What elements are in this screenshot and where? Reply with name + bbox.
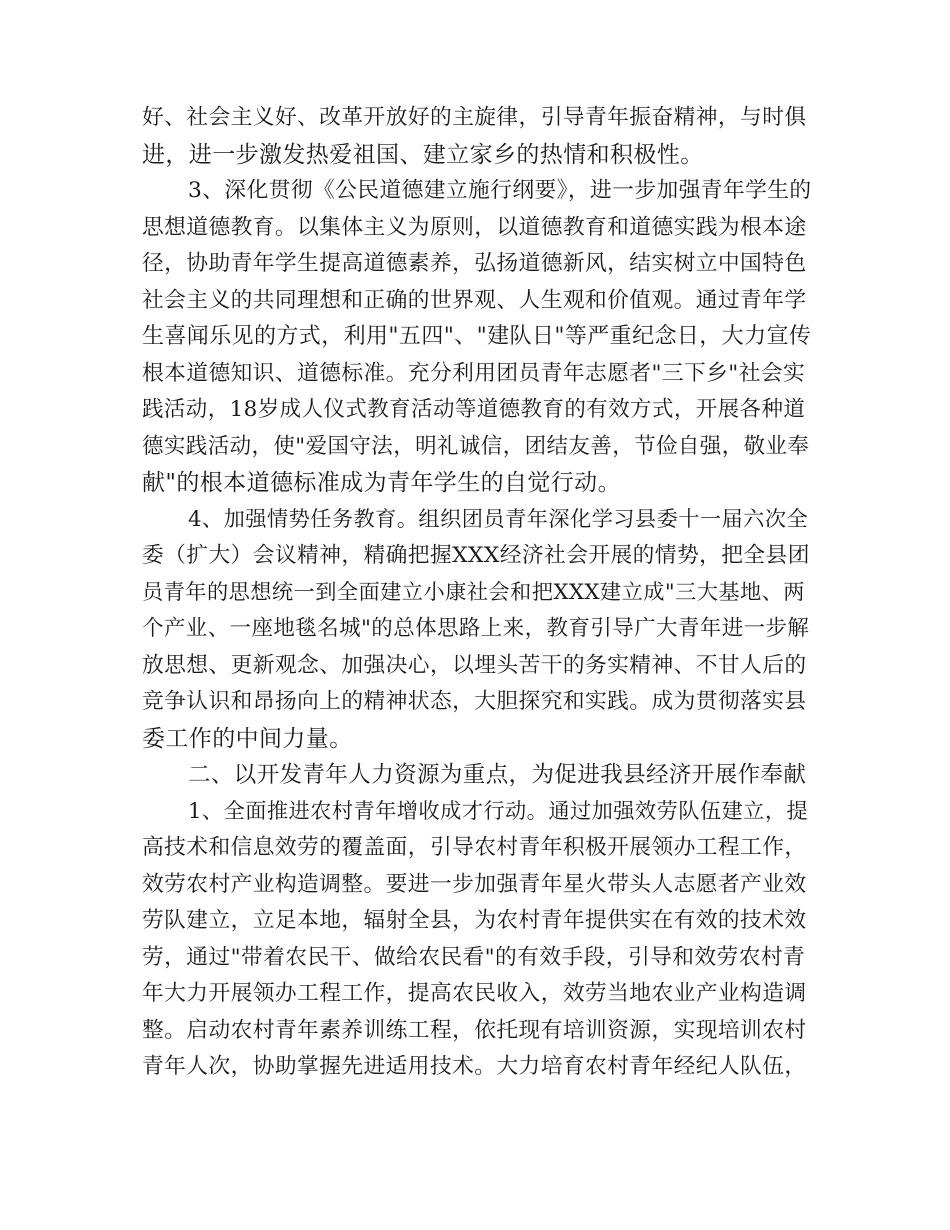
text-line: 径，协助青年学生提高道德素养，弘扬道德新风，结实树立中国特色 xyxy=(142,251,807,276)
text-line: 1、全面推进农村青年增收成才行动。通过加强效劳队伍建立，提 xyxy=(188,798,809,824)
text-line: 青年人次，协助掌握先进适用技术。大力培育农村青年经纪人队伍， xyxy=(142,1054,807,1079)
text-line: 效劳农村产业构造调整。要进一步加强青年星火带头人志愿者产业效 xyxy=(142,871,807,897)
text-line: 生喜闻乐见的方式，利用"五四"、"建队日"等严重纪念日，大力宣传 xyxy=(142,324,812,349)
text-line: 献"的根本道德标准成为青年学生的自觉行动。 xyxy=(142,470,621,496)
text-line: 委（扩大）会议精神，精确把握XXX经济社会开展的情势，把全县团 xyxy=(142,543,810,568)
text-line: 二、以开发青年人力资源为重点，为促进我县经济开展作奉献 xyxy=(188,762,807,788)
text-line: 委工作的中间力量。 xyxy=(142,725,353,752)
text-line: 思想道德教育。以集体主义为原则，以道德教育和道德实践为根本途 xyxy=(142,214,807,240)
text-line: 放思想、更新观念、加强决心，以埋头苦干的务实精神、不甘人后的 xyxy=(142,652,807,678)
text-line: 劳，通过"带着农民干、做给农民看"的有效手段，引导和效劳农村青 xyxy=(142,944,806,970)
text-line: 德实践活动，使"爱国守法，明礼诚信，团结友善，节俭自强，敬业奉 xyxy=(142,433,810,459)
text-line: 好、社会主义好、改革开放好的主旋律，引导青年振奋精神，与时俱 xyxy=(142,105,807,130)
text-line: 年大力开展领办工程工作，提高农民收入，效劳当地农业产业构造调 xyxy=(142,981,807,1006)
text-line: 践活动，18岁成人仪式教育活动等道德教育的有效方式，开展各种道 xyxy=(142,397,806,422)
text-line: 劳队建立，立足本地，辐射全县，为农村青年提供实在有效的技术效 xyxy=(142,908,807,933)
text-line: 根本道德知识、道德标准。充分利用团员青年志愿者"三下乡"社会实 xyxy=(142,360,806,386)
text-line: 竞争认识和昂扬向上的精神状态，大胆探究和实践。成为贯彻落实县 xyxy=(142,689,807,714)
text-line: 员青年的思想统一到全面建立小康社会和把XXX建立成"三大基地、两 xyxy=(142,579,805,605)
document-body xyxy=(142,100,812,1086)
text-line: 高技术和信息效劳的覆盖面，引导农村青年积极开展领办工程工作， xyxy=(142,835,807,860)
text-line: 整。启动农村青年素养训练工程，依托现有培训资源，实现培训农村 xyxy=(142,1017,807,1043)
text-line: 个产业、一座地毯名城"的总体思路上来，教育引导广大青年进一步解 xyxy=(142,616,810,641)
text-line: 4、加强情势任务教育。组织团员青年深化学习县委十一届六次全 xyxy=(188,506,809,532)
text-line: 社会主义的共同理想和正确的世界观、人生观和价值观。通过青年学 xyxy=(142,287,807,313)
text-line: 进，进一步激发热爱祖国、建立家乡的热情和积极性。 xyxy=(142,141,704,168)
text-line: 3、深化贯彻《公民道德建立施行纲要》，进一步加强青年学生的 xyxy=(188,178,812,203)
